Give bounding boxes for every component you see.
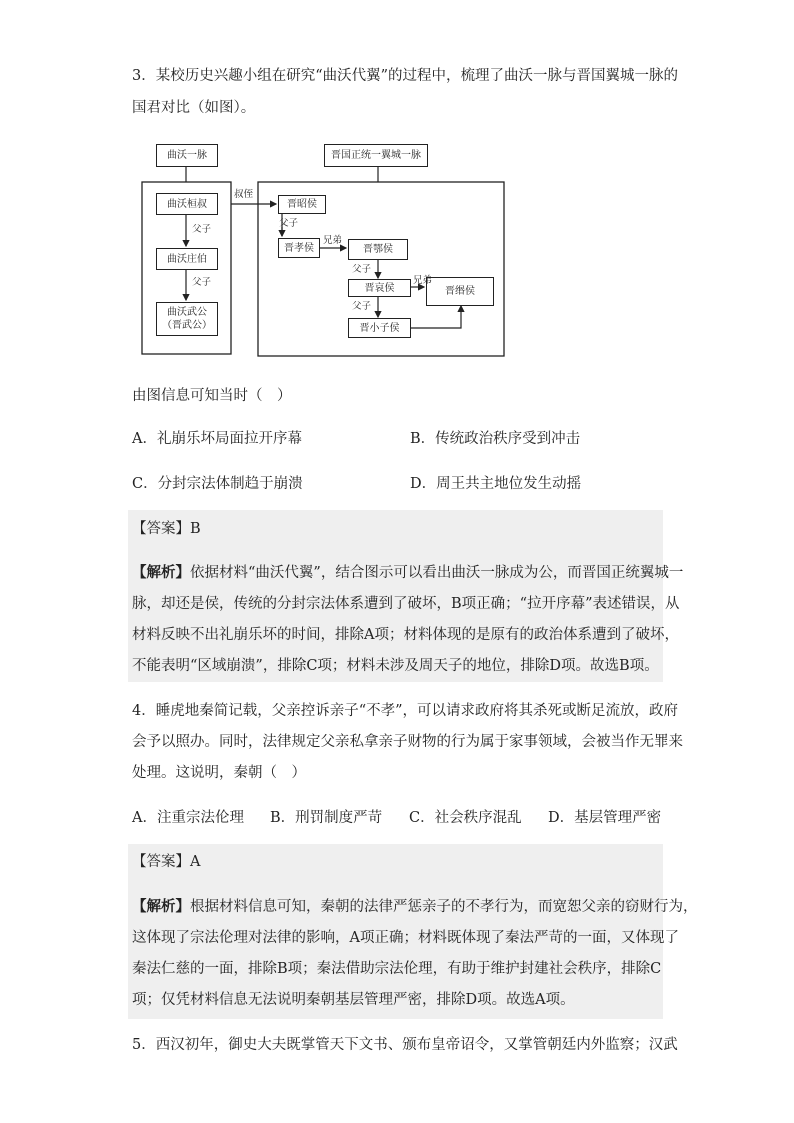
q3-prompt: 由图信息可知当时（ ） (132, 388, 292, 404)
jin-xiaohou-box: 晋孝侯 (278, 238, 320, 258)
right-header-box: 晋国正统一翼城一脉 (324, 144, 428, 167)
q4-option-b[interactable]: B．刑罚制度严苛 (270, 810, 383, 826)
q3-option-c[interactable]: C．分封宗法体制趋于崩溃 (132, 476, 303, 492)
q4-option-a[interactable]: A．注重宗法伦理 (132, 810, 244, 826)
q4-stem-line-2: 会予以照办。同时，法律规定父亲私拿亲子财物的行为属于家事领域，会被当作无罪来 (132, 734, 683, 750)
quwo-wugong-box (156, 302, 218, 336)
q3-analysis-line-1 (132, 563, 683, 583)
rel-fuzi-3: 父子 (279, 218, 299, 229)
q4-answer: 【答案】A (132, 854, 201, 870)
jin-aihou-box: 晋哀侯 (348, 279, 411, 297)
quwo-wugong-alias: （晋武公） (162, 320, 212, 331)
rel-fuzi-4: 父子 (352, 264, 372, 275)
jin-ehou-box: 晋鄂侯 (348, 239, 408, 260)
q4-analysis-line-2: 这体现了宗法伦理对法律的影响，A项正确；材料既体现了秦法严苛的一面，又体现了 (132, 930, 679, 946)
rel-fuzi-1: 父子 (192, 224, 212, 235)
left-header-box: 曲沃一脉 (156, 144, 218, 167)
q3-analysis-line-3: 材料反映不出礼崩乐坏的时间，排除A项；材料体现的是原有的政治体系遭到了破坏， (132, 627, 679, 643)
q3-option-b[interactable]: B．传统政治秩序受到冲击 (410, 431, 581, 447)
q4-option-d[interactable]: D．基层管理严密 (548, 810, 662, 826)
jin-zhaohou-box: 晋昭侯 (278, 195, 326, 214)
q4-analysis-text-1: 根据材料信息可知，秦朝的法律严惩亲子的不孝行为，而宽恕父亲的窃财行为， (190, 899, 698, 915)
q4-option-c[interactable]: C．社会秩序混乱 (409, 810, 522, 826)
q3-option-a[interactable]: A．礼崩乐坏局面拉开序幕 (132, 431, 302, 447)
q3-stem-line-2: 国君对比（如图）。 (132, 100, 256, 116)
quwo-wugong-name: 曲沃武公 (167, 307, 207, 318)
q4-stem-line-3: 处理。这说明，秦朝（ ） (132, 765, 306, 781)
q4-analysis-label: 【解析】 (132, 898, 190, 915)
q4-analysis-line-3: 秦法仁慈的一面，排除B项；秦法借助宗法伦理，有助于维护封建社会秩序，排除C (132, 961, 662, 977)
rel-xiongdi-2: 兄弟 (413, 275, 433, 286)
rel-shuzhi: 叔侄 (234, 189, 254, 200)
rel-fuzi-5: 父子 (352, 301, 372, 312)
q5-stem-line-1: 5．西汉初年，御史大夫既掌管天下文书、颁布皇帝诏令，又掌管朝廷内外监察；汉武 (132, 1037, 678, 1053)
q3-stem-line-1: 3．某校历史兴趣小组在研究“曲沃代翼”的过程中，梳理了曲沃一脉与晋国翼城一脉的 (132, 68, 679, 84)
q3-analysis-line-4: 不能表明“区域崩溃”，排除C项；材料未涉及周天子的地位，排除D项。故选B项。 (132, 658, 659, 674)
q3-analysis-label: 【解析】 (132, 564, 190, 581)
q3-option-d[interactable]: D．周王共主地位发生动摇 (410, 476, 582, 492)
q4-analysis-line-1 (132, 897, 698, 917)
jin-xiaozihou-box: 晋小子侯 (348, 318, 411, 338)
rel-xiongdi-1: 兄弟 (323, 235, 343, 246)
rel-fuzi-2: 父子 (192, 277, 212, 288)
q3-analysis-line-2: 脉，却还是侯，传统的分封宗法体系遭到了破坏，B项正确；“拉开序幕”表述错误，从 (132, 596, 680, 612)
jin-minhou-box: 晋缗侯 (426, 277, 494, 306)
q3-answer: 【答案】B (132, 521, 201, 537)
q3-analysis-text-1: 依据材料“曲沃代翼”，结合图示可以看出曲沃一脉成为公，而晋国正统翼城一 (190, 565, 684, 581)
q4-analysis-line-4: 项；仅凭材料信息无法说明秦朝基层管理严密，排除D项。故选A项。 (132, 992, 575, 1008)
q4-stem-line-1: 4．睡虎地秦简记载，父亲控诉亲子“不孝”，可以请求政府将其杀死或断足流放，政府 (132, 703, 679, 719)
lineage-diagram (136, 140, 508, 362)
quwo-zhuangbo-box: 曲沃庄伯 (156, 248, 218, 270)
quwo-huanshu-box: 曲沃桓叔 (156, 193, 218, 215)
